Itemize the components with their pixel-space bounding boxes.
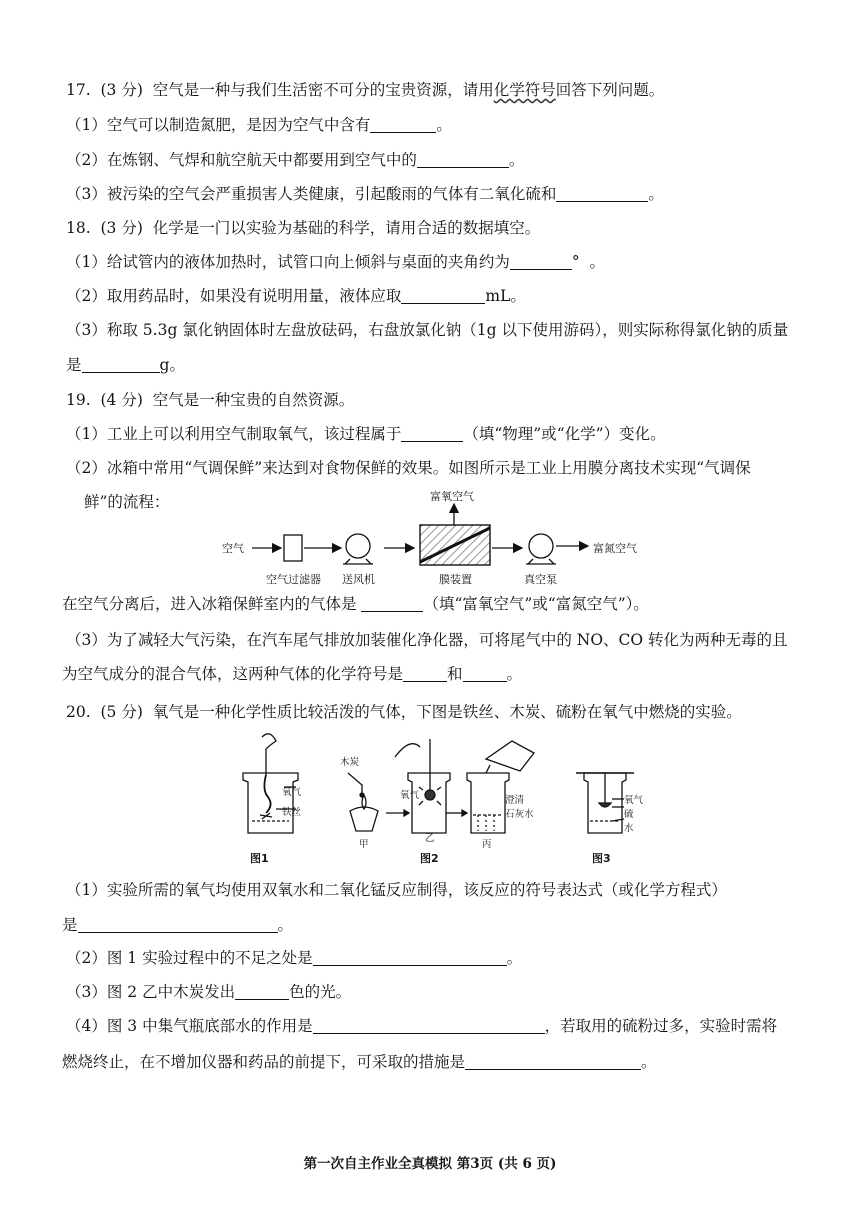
answer-blank[interactable] — [313, 1017, 545, 1034]
q20-part1: （1）实验所需的氧气均使用双氧水和二氧化锰反应制得，该反应的符号表达式（或化学方程式） — [66, 881, 727, 899]
answer-blank[interactable] — [510, 253, 572, 270]
combustion-experiment-figures — [0, 735, 860, 865]
q20-part2: （2）图 1 实验过程中的不足之处是 。 — [66, 949, 523, 967]
q18-part3: （3）称取 5.3g 氯化钠固体时左盘放砝码，右盘放氯化钠（1g 以下使用游码），则实际称得氯化钠的质量 — [66, 321, 789, 339]
q19-stem: 19. (4 分) 空气是一种宝贵的自然资源。 — [66, 391, 355, 409]
label-limewater-1: 澄清 — [505, 795, 525, 806]
answer-blank[interactable] — [78, 916, 278, 933]
q20-part1-cont: 是 。 — [62, 916, 294, 934]
label-jia: 甲 — [359, 839, 369, 850]
label-oxygen-rich: 富氧空气 — [430, 490, 474, 503]
vacuum-pump-icon — [529, 534, 553, 558]
answer-blank[interactable] — [465, 1053, 641, 1070]
q17-emphasis: 化学符号 — [493, 81, 556, 99]
q18-part2: （2）取用药品时，如果没有说明用量，液体应取 mL。 — [66, 287, 526, 305]
air-filter-box — [284, 535, 302, 561]
label-nitrogen-rich: 富氮空气 — [593, 542, 637, 555]
label-oxygen-fig3: 氧气 — [624, 795, 644, 806]
answer-blank[interactable] — [361, 595, 423, 612]
label-sulfur: 硫 — [624, 809, 634, 820]
label-oxygen-fig1: 氧气 — [282, 787, 302, 798]
label-vacuum-pump: 真空泵 — [524, 573, 557, 586]
q17-part1: （1）空气可以制造氮肥，是因为空气中含有 。 — [66, 116, 452, 134]
answer-blank[interactable] — [401, 425, 463, 442]
answer-blank[interactable] — [235, 983, 289, 1000]
page-footer: 第一次自主作业全真模拟 第3页 (共 6 页) — [303, 1156, 557, 1172]
caption-figure2: 图2 — [420, 852, 439, 865]
q19-part2-question: 在空气分离后，进入冰箱保鲜室内的气体是 （填“富氧空气”或“富氮空气”）。 — [62, 595, 649, 613]
q19-part2-cont: 鲜”的流程： — [84, 493, 170, 511]
answer-blank[interactable] — [82, 356, 160, 373]
label-air: 空气 — [222, 542, 244, 555]
label-iron-wire: 铁丝 — [282, 807, 302, 818]
q19-part3: （3）为了减轻大气污染，在汽车尾气排放加装催化净化器，可将尾气中的 NO、CO 转化为两种无毒的且 — [66, 631, 788, 649]
answer-blank[interactable] — [401, 287, 485, 304]
answer-blank[interactable] — [417, 151, 509, 168]
caption-figure3: 图3 — [592, 852, 611, 865]
label-air-filter: 空气过滤器 — [266, 573, 321, 586]
label-blower: 送风机 — [342, 573, 375, 586]
label-limewater-2: 石灰水 — [505, 809, 534, 820]
q20-part4-cont: 燃烧终止，在不增加仪器和药品的前提下，可采取的措施是 。 — [62, 1053, 657, 1071]
answer-blank[interactable] — [463, 665, 507, 682]
q19-part3-cont: 为空气成分的混合气体，这两种气体的化学符号是 和 。 — [62, 665, 523, 683]
q18-part3-cont: 是 g。 — [66, 356, 185, 374]
q19-part2: （2）冰箱中常用“气调保鲜”来达到对食物保鲜的效果。如图所示是工业上用膜分离技术实现“气调保 — [66, 459, 751, 477]
q20-part4: （4）图 3 中集气瓶底部水的作用是 ，若取用的硫粉过多，实验时需将 — [66, 1017, 778, 1035]
answer-blank[interactable] — [313, 949, 507, 966]
q19-part1: （1）工业上可以利用空气制取氧气，该过程属于 （填“物理”或“化学”）变化。 — [66, 425, 666, 443]
label-membrane: 膜装置 — [439, 573, 472, 586]
q17-stem: 17. (3 分) 空气是一种与我们生活密不可分的宝贵资源，请用化学符号回答下列问题。 — [66, 81, 665, 99]
label-bing: 丙 — [482, 839, 492, 850]
label-water: 水 — [624, 823, 634, 834]
answer-blank[interactable] — [370, 116, 436, 133]
blower-icon — [346, 534, 370, 558]
q18-stem: 18. (3 分) 化学是一门以实验为基础的科学，请用合适的数据填空。 — [66, 219, 541, 237]
label-oxygen-fig2: 氧气 — [400, 790, 420, 801]
q20-stem: 20. (5 分) 氧气是一种化学性质比较活泼的气体，下图是铁丝、木炭、硫粉在氧气中燃烧的实验。 — [66, 703, 742, 721]
answer-blank[interactable] — [403, 665, 447, 682]
caption-figure1: 图1 — [250, 852, 269, 865]
label-yi: 乙 — [425, 833, 435, 844]
q18-part1: （1）给试管内的液体加热时，试管口向上倾斜与桌面的夹角约为 ° 。 — [66, 253, 605, 271]
label-charcoal: 木炭 — [340, 757, 360, 768]
figure2-yi-charcoal-jar — [408, 739, 450, 833]
q17-part2: （2）在炼钢、气焊和航空航天中都要用到空气中的 。 — [66, 151, 525, 169]
q17-part3: （3）被污染的空气会严重损害人类健康，引起酸雨的气体有二氧化硫和 。 — [66, 185, 664, 203]
q20-part3: （3）图 2 乙中木炭发出 色的光。 — [66, 983, 352, 1001]
answer-blank[interactable] — [556, 185, 648, 202]
